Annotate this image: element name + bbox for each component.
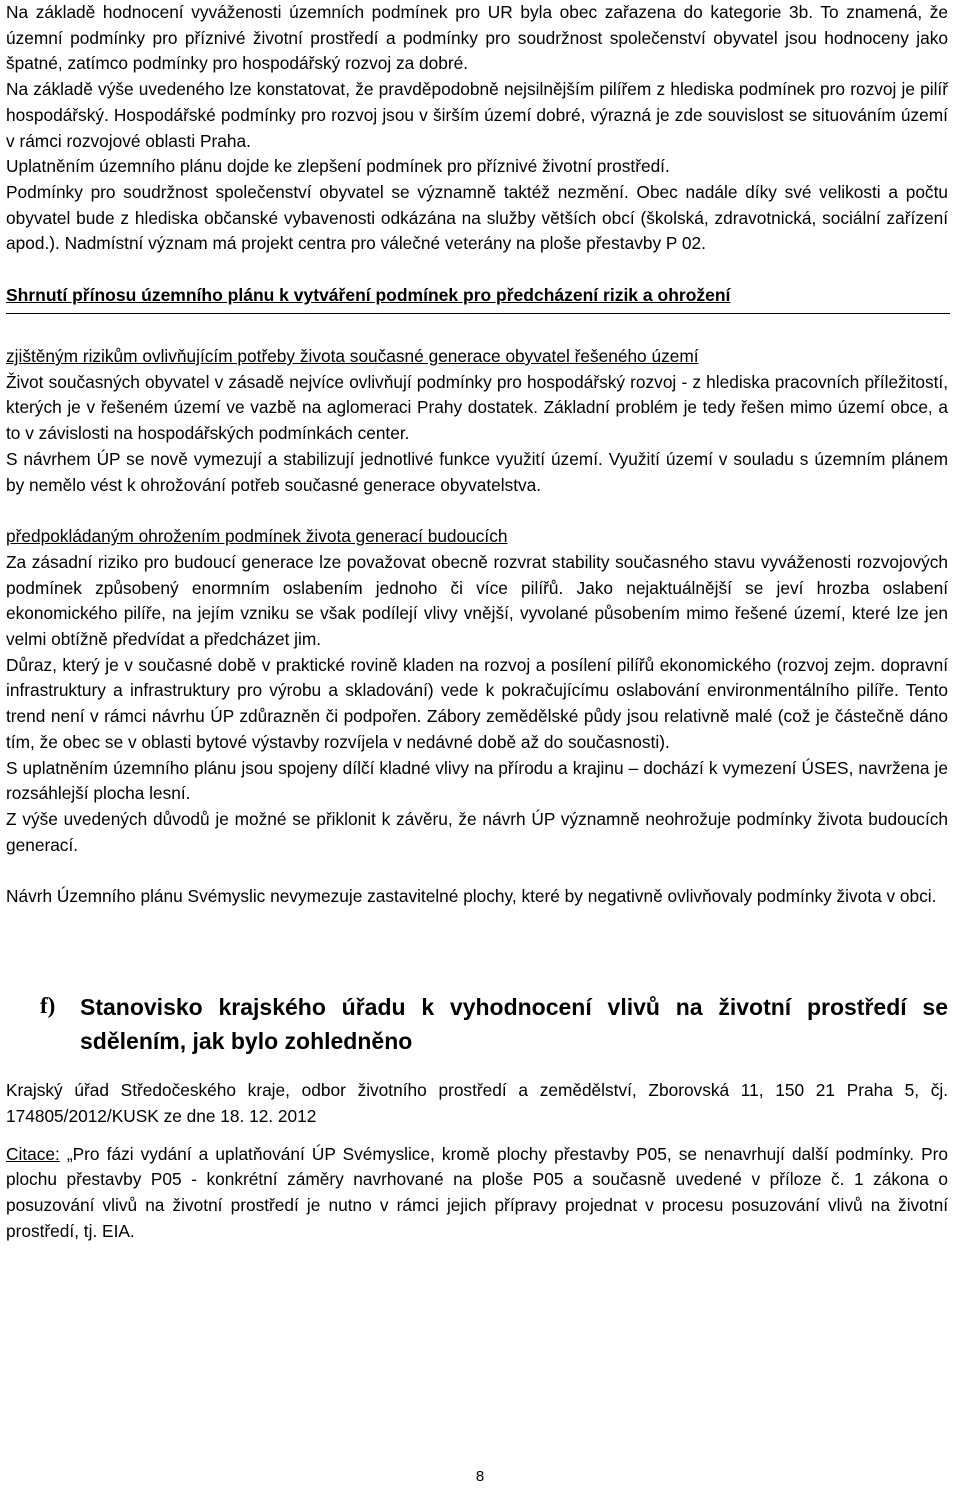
section-f-heading: [40, 990, 948, 1058]
paragraph-environment: Uplatněním územního plánu dojde ke zlepšení podmínek pro příznivé životní prostředí.: [6, 156, 670, 177]
paragraph-cohesion: Podmínky pro soudržnost společenství obyvatel se významně taktéž nezmění. Obec nadále díky své velikosti a počtu obyvatel bude z hlediska občanské vybavenosti odkázána na služby větších obcí (školská, zdravotnická, sociální zařízení apod.). Nadmístní význam má projekt centra pro válečné veterány na ploše přestavby P 02.: [6, 181, 948, 254]
current-generation-heading: zjištěným rizikům ovlivňujícím potřeby života současné generace obyvatel řešeného území: [6, 346, 699, 367]
future-generations-paragraph-4: Z výše uvedených důvodů je možné se přiklonit k závěru, že návrh ÚP významně neohrožuje podmínky života budoucích generací.: [6, 808, 948, 855]
summary-heading: Shrnutí přínosu územního plánu k vytváření podmínek pro předcházení rizik a ohrožení: [6, 285, 731, 306]
future-generations-paragraph-2: Důraz, který je v současné době v praktické rovině kladen na rozvoj a posílení pilířů ekonomického (rozvoj zejm. dopravní infrastruktury a infrastruktury pro výrobu a skladování) vede k pokračujícímu oslabování environmentálního pilíře. Tento trend není v rámci návrhu ÚP zdůrazněn či podpořen. Zábory zemědělské půdy jsou relativně malé (což je částečně dáno tím, že obec se v oblasti bytové výstavby rozvíjela v nedávné době až do současnosti).: [6, 654, 948, 752]
citation-text: „Pro fázi vydání a uplatňování ÚP Svémyslice, kromě plochy přestavby P05, se nenavrhují další podmínky. Pro plochu přestavby P05 - konkrétní záměry navrhované na ploše P05 a současně uvedené v příloze č. 1 zákona o posuzování vlivů na životní prostředí je nutno v rámci jejich přípravy projednat v procesu posuzování vlivů na životní prostředí, tj. EIA.: [6, 1143, 948, 1241]
citation-label: Citace:: [6, 1143, 60, 1164]
section-f-letter: f): [40, 993, 56, 1019]
future-generations-paragraph-3: S uplatněním územního plánu jsou spojeny dílčí kladné vlivy na přírodu a krajinu – dochází k vymezení ÚSES, navržena je rozsáhlejší plocha lesní.: [6, 757, 948, 804]
paragraph-category: Na základě hodnocení vyváženosti územních podmínek pro UR byla obec zařazena do kategorie 3b. To znamená, že územní podmínky pro příznivé životní prostředí a podmínky pro soudržnost společenství obyvatel jsou hodnoceny jako špatné, zatímco podmínky pro hospodářský rozvoj za dobré.: [6, 2, 948, 74]
document-page: [6, 0, 948, 1244]
page-number: 8: [475, 1468, 485, 1485]
citation-paragraph: [6, 1142, 948, 1245]
section-f-title: Stanovisko krajského úřadu k vyhodnocení vlivů na životní prostředí se sdělením, jak bylo zohledněno: [80, 994, 948, 1055]
current-generation-paragraph-2: S návrhem ÚP se nově vymezují a stabilizují jednotlivé funkce využití území. Využití území v souladu s územním plánem by nemělo vést k ohrožování potřeb současné generace obyvatelstva.: [6, 448, 948, 495]
conclusion-paragraph: Návrh Územního plánu Svémyslic nevymezuje zastavitelné plochy, které by negativně ovlivňovaly podmínky života v obci.: [6, 886, 937, 907]
future-generations-paragraph-1: Za zásadní riziko pro budoucí generace lze považovat obecně rozvrat stability současného stavu vyváženosti rozvojových podmínek způsobený enormním oslabením jednoho či více pilířů. Jako nejaktuálnější se jeví hrozba oslabení ekonomického pilíře, na jejím vzniku se však podílejí vlivy vnější, vyvolané působením mimo řešené území, které lze jen velmi obtížně předvídat a předcházet jim.: [6, 551, 948, 650]
authority-paragraph: Krajský úřad Středočeského kraje, odbor životního prostředí a zemědělství, Zborovská 11, 150 21 Praha 5, čj. 174805/2012/KUSK ze dne 18. 12. 2012: [6, 1080, 948, 1126]
current-generation-paragraph-1: Život současných obyvatel v zásadě nejvíce ovlivňují podmínky pro hospodářský rozvoj - z hlediska pracovních příležitostí, kterých je v řešeném území ve vazbě na aglomeraci Prahy dostatek. Základní problém je tedy řešen mimo území obce, a to v závislosti na hospodářských podmínkách center.: [6, 371, 948, 444]
paragraph-pillar: Na základě výše uvedeného lze konstatovat, že pravděpodobně nejsilnějším pilířem z hlediska podmínek pro rozvoj je pilíř hospodářský. Hospodářské podmínky pro rozvoj jsou v širším území dobré, výrazná je zde souvislost se situováním území v rámci rozvojové oblasti Praha.: [6, 79, 948, 151]
future-generations-heading: předpokládaným ohrožením podmínek života generací budoucích: [6, 526, 508, 547]
